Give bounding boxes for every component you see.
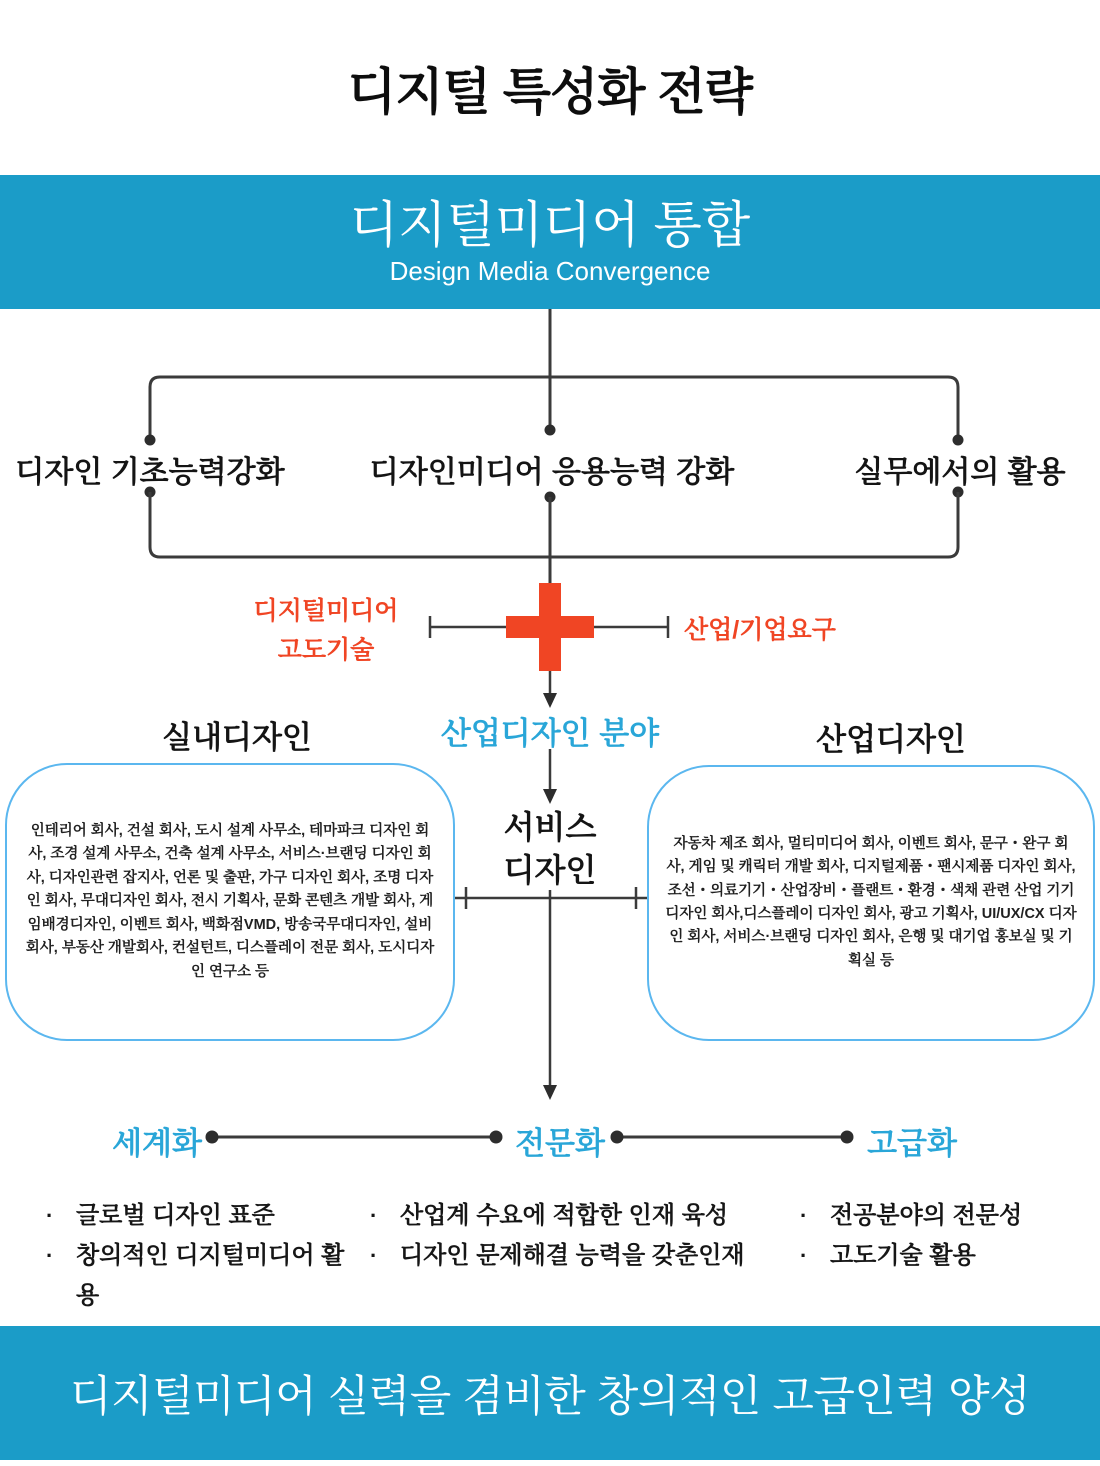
right-dimension-line xyxy=(594,616,668,638)
list-item-text: 고도기술 활용 xyxy=(830,1242,976,1269)
fusion-right-label: 산업/기업요구 xyxy=(684,616,836,644)
fusion-left-label xyxy=(254,592,399,670)
list-item-text: 글로벌 디자인 표준 xyxy=(76,1202,275,1229)
list-item xyxy=(364,1236,794,1276)
axis-dot xyxy=(611,1131,624,1144)
outcome-column-globalization xyxy=(40,1196,352,1316)
bullet-icon: · xyxy=(800,1203,808,1228)
branch-label-basic-skills: 디자인 기초능력강화 xyxy=(15,456,285,489)
fusion-left-label-line2: 고도기술 xyxy=(277,635,375,664)
list-item-text: 전공분야의 전문성 xyxy=(830,1202,1023,1229)
axis-dot xyxy=(206,1131,219,1144)
list-item xyxy=(794,1236,1094,1276)
bullet-icon: · xyxy=(46,1203,54,1228)
service-node-line1: 서비스 xyxy=(503,809,597,845)
fusion-left-label-line1: 디지털미디어 xyxy=(253,597,399,625)
axis-label-globalization: 세계화 xyxy=(112,1126,202,1161)
bullet-icon: · xyxy=(46,1243,54,1268)
top-banner-title: 디지털미디어 통합 xyxy=(349,196,751,253)
list-item xyxy=(40,1236,352,1316)
bullet-icon: · xyxy=(370,1203,378,1228)
outcome-column-advancement xyxy=(794,1196,1094,1276)
top-banner-subtitle: Design Media Convergence xyxy=(389,255,711,286)
list-item xyxy=(364,1196,794,1236)
plus-icon xyxy=(506,583,594,671)
down-arrow-icon xyxy=(543,693,557,708)
branch-label-applied-skills: 디자인미디어 응용능력 강화 xyxy=(369,456,735,489)
bullet-icon: · xyxy=(800,1243,808,1268)
branch-label-practical-use: 실무에서의 활용 xyxy=(854,456,1066,489)
list-item-text: 디자인 문제해결 능력을 갖춘인재 xyxy=(400,1242,745,1269)
industrial-design-box xyxy=(647,765,1095,1041)
outcome-column-specialization xyxy=(364,1196,794,1276)
node-dot xyxy=(953,435,964,446)
bullet-icon: · xyxy=(370,1243,378,1268)
right-group-title: 산업디자인 xyxy=(816,722,966,757)
page-title: 디지털 특성화 전략 xyxy=(347,64,753,120)
bottom-banner xyxy=(0,1326,1100,1460)
interior-design-body: 인테리어 회사, 건설 회사, 도시 설계 사무소, 테마파크 디자인 회사, 조경 설계 사무소, 건축 설계 사무소, 서비스·브랜딩 디자인 회사, 디자인관련 잡지사, 언론 및 출판, 가구 디자인 회사, 조명 디자인 회사, 무대디자인 회사, 전시 기획사, 문화 콘텐츠 개발 회사, 게임배경디자인, 이벤트 회사, 백화점VMD, 방송국무대디자인, 설비 회사, 부동산 개발회사, 컨설턴트, 디스플레이 전문 회사, 도시디자인 연구소 등 xyxy=(25,822,435,980)
node-dot xyxy=(545,425,556,436)
bottom-bracket-line xyxy=(150,492,958,557)
node-dot xyxy=(145,435,156,446)
list-item xyxy=(40,1196,352,1236)
list-item-text: 창의적인 디지털미디어 활용 xyxy=(76,1242,345,1309)
axis-label-specialization: 전문화 xyxy=(515,1126,605,1161)
down-arrow-icon xyxy=(543,1085,557,1100)
list-item-text: 산업계 수요에 적합한 인재 육성 xyxy=(400,1202,729,1229)
industrial-design-body: 자동차 제조 회사, 멀티미디어 회사, 이벤트 회사, 문구・완구 회사, 게임 및 캐릭터 개발 회사, 디지털제품・팬시제품 디자인 회사, 조선・의료기기・산업장비・플랜트・환경・색채 관련 산업 기기 디자인 회사,디스플레이 디자인 회사, 광고 기획사, UI/UX/CX 디자인 회사, 서비스·브랜딩 디자인 회사, 은행 및 대기업 홍보실 및 기획실 등 xyxy=(665,835,1077,969)
service-design-node xyxy=(504,806,597,892)
axis-label-advancement: 고급화 xyxy=(867,1126,957,1161)
service-node-line2: 디자인 xyxy=(503,852,597,888)
field-label: 산업디자인 분야 xyxy=(440,716,660,751)
left-group-title: 실내디자인 xyxy=(162,720,312,755)
list-item xyxy=(794,1196,1094,1236)
down-arrow-icon xyxy=(543,789,557,804)
interior-design-box xyxy=(5,763,455,1041)
axis-dot xyxy=(490,1131,503,1144)
axis-dot xyxy=(841,1131,854,1144)
bottom-banner-text: 디지털미디어 실력을 겸비한 창의적인 고급인력 양성 xyxy=(69,1372,1031,1421)
left-dimension-line xyxy=(430,616,506,638)
